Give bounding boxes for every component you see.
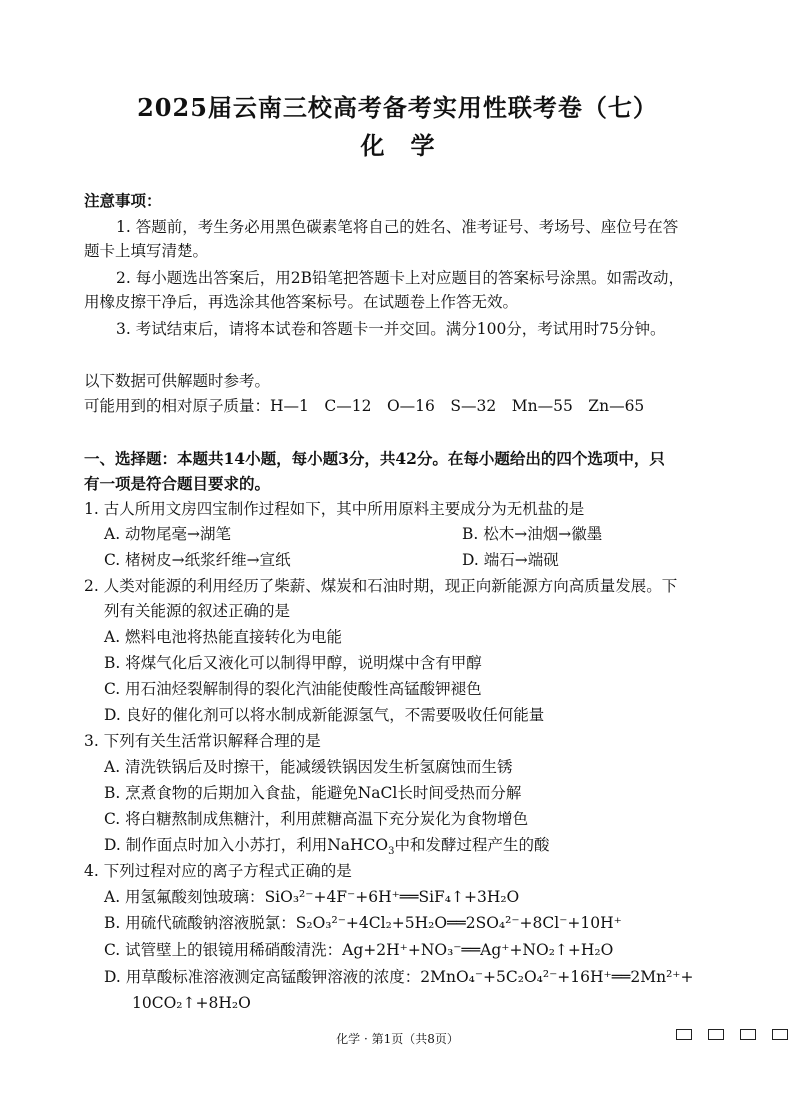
marker-box xyxy=(676,1029,692,1040)
q3-option-c: C. 将白糖熬制成焦糖汁，利用蔗糖高温下充分炭化为食物增色 xyxy=(104,810,529,828)
q4-option-d xyxy=(104,966,693,988)
q3-stem: 3. 下列有关生活常识解释合理的是 xyxy=(84,732,321,750)
reference-note: 以下数据可供解题时参考。 xyxy=(84,372,271,390)
q3-option-b: B. 烹煮食物的后期加入食盐，能避免NaCl长时间受热而分解 xyxy=(104,784,522,802)
page-footer: 化学 · 第1页（共8页） xyxy=(336,1032,459,1046)
q4-stem: 4. 下列过程对应的离子方程式正确的是 xyxy=(84,862,352,880)
q3-option-a: A. 清洗铁锅后及时擦干，能减缓铁锅因发生析氢腐蚀而生锈 xyxy=(104,758,513,776)
exam-title: 2025届云南三校高考备考实用性联考卷（七） xyxy=(137,93,658,122)
q4-option-d-cont: 10CO₂↑+8H₂O xyxy=(132,994,251,1012)
section-heading: 一、选择题：本题共14小题，每小题3分，共42分。在每小题给出的四个选项中，只 xyxy=(84,449,665,468)
q4-option-a-text: A. 用氢氟酸刻蚀玻璃： xyxy=(104,888,265,906)
q2-stem: 2. 人类对能源的利用经历了柴薪、煤炭和石油时期，现正向新能源方向高质量发展。下 xyxy=(84,577,678,595)
q2-stem-cont: 列有关能源的叙述正确的是 xyxy=(104,602,291,620)
q1-option-b: B. 松木→油烟→徽墨 xyxy=(462,525,603,543)
q3-option-d-subscript: 3 xyxy=(388,846,395,858)
q4-option-c xyxy=(104,939,613,961)
notice-heading: 注意事项： xyxy=(84,191,162,210)
marker-box xyxy=(740,1029,756,1040)
q2-option-d: D. 良好的催化剂可以将水制成新能源氢气，不需要吸收任何能量 xyxy=(104,706,545,724)
q4-option-d-equation: 2MnO₄⁻+5C₂O₄²⁻+16H⁺══2Mn²⁺+ xyxy=(420,968,694,986)
q4-option-b xyxy=(104,912,622,934)
marker-box xyxy=(708,1029,724,1040)
section-heading-cont: 有一项是符合题目要求的。 xyxy=(84,474,271,493)
q4-option-b-equation: S₂O₃²⁻+4Cl₂+5H₂O══2SO₄²⁻+8Cl⁻+10H⁺ xyxy=(295,914,622,932)
q2-option-a: A. 燃料电池将热能直接转化为电能 xyxy=(104,628,343,646)
q2-option-b: B. 将煤气化后又液化可以制得甲醇，说明煤中含有甲醇 xyxy=(104,654,482,672)
q3-option-d-prefix: D. 制作面点时加入小苏打，利用NaHCO xyxy=(104,836,389,854)
q1-option-d: D. 端石→端砚 xyxy=(462,551,559,569)
q4-option-a-equation: SiO₃²⁻+4F⁻+6H⁺══SiF₄↑+3H₂O xyxy=(264,888,520,906)
q4-option-c-equation: Ag+2H⁺+NO₃⁻══Ag⁺+NO₂↑+H₂O xyxy=(342,941,614,959)
q1-option-a: A. 动物尾毫→湖笔 xyxy=(104,525,232,543)
notice-item-1-cont: 题卡上填写清楚。 xyxy=(84,242,209,260)
notice-item-2: 2. 每小题选出答案后，用2B铅笔把答题卡上对应题目的答案标号涂黑。如需改动， xyxy=(116,269,684,287)
marker-box xyxy=(772,1029,788,1040)
q4-option-c-text: C. 试管壁上的银镜用稀硝酸清洗： xyxy=(104,941,343,959)
q4-option-d-text: D. 用草酸标准溶液测定高锰酸钾溶液的浓度： xyxy=(104,968,421,986)
q4-option-b-text: B. 用硫代硫酸钠溶液脱氯： xyxy=(104,914,296,932)
answer-marker-boxes xyxy=(676,1029,788,1040)
notice-item-2-cont: 用橡皮擦干净后，再选涂其他答案标号。在试题卷上作答无效。 xyxy=(84,293,519,311)
subject-title: 化学 xyxy=(360,131,461,160)
q1-stem: 1. 古人所用文房四宝制作过程如下，其中所用原料主要成分为无机盐的是 xyxy=(84,500,585,518)
q3-option-d xyxy=(104,834,550,856)
atomic-masses: 可能用到的相对原子质量：H—1 C—12 O—16 S—32 Mn—55 Zn—65 xyxy=(84,397,645,415)
q3-option-d-suffix: 中和发酵过程产生的酸 xyxy=(394,836,550,854)
q2-option-c: C. 用石油烃裂解制得的裂化汽油能使酸性高锰酸钾褪色 xyxy=(104,680,482,698)
notice-item-1: 1. 答题前，考生务必用黑色碳素笔将自己的姓名、准考证号、考场号、座位号在答 xyxy=(116,218,679,236)
q1-option-c: C. 楮树皮→纸浆纤维→宣纸 xyxy=(104,551,291,569)
notice-item-3: 3. 考试结束后，请将本试卷和答题卡一并交回。满分100分，考试用时75分钟。 xyxy=(116,320,666,338)
q4-option-a xyxy=(104,886,519,908)
